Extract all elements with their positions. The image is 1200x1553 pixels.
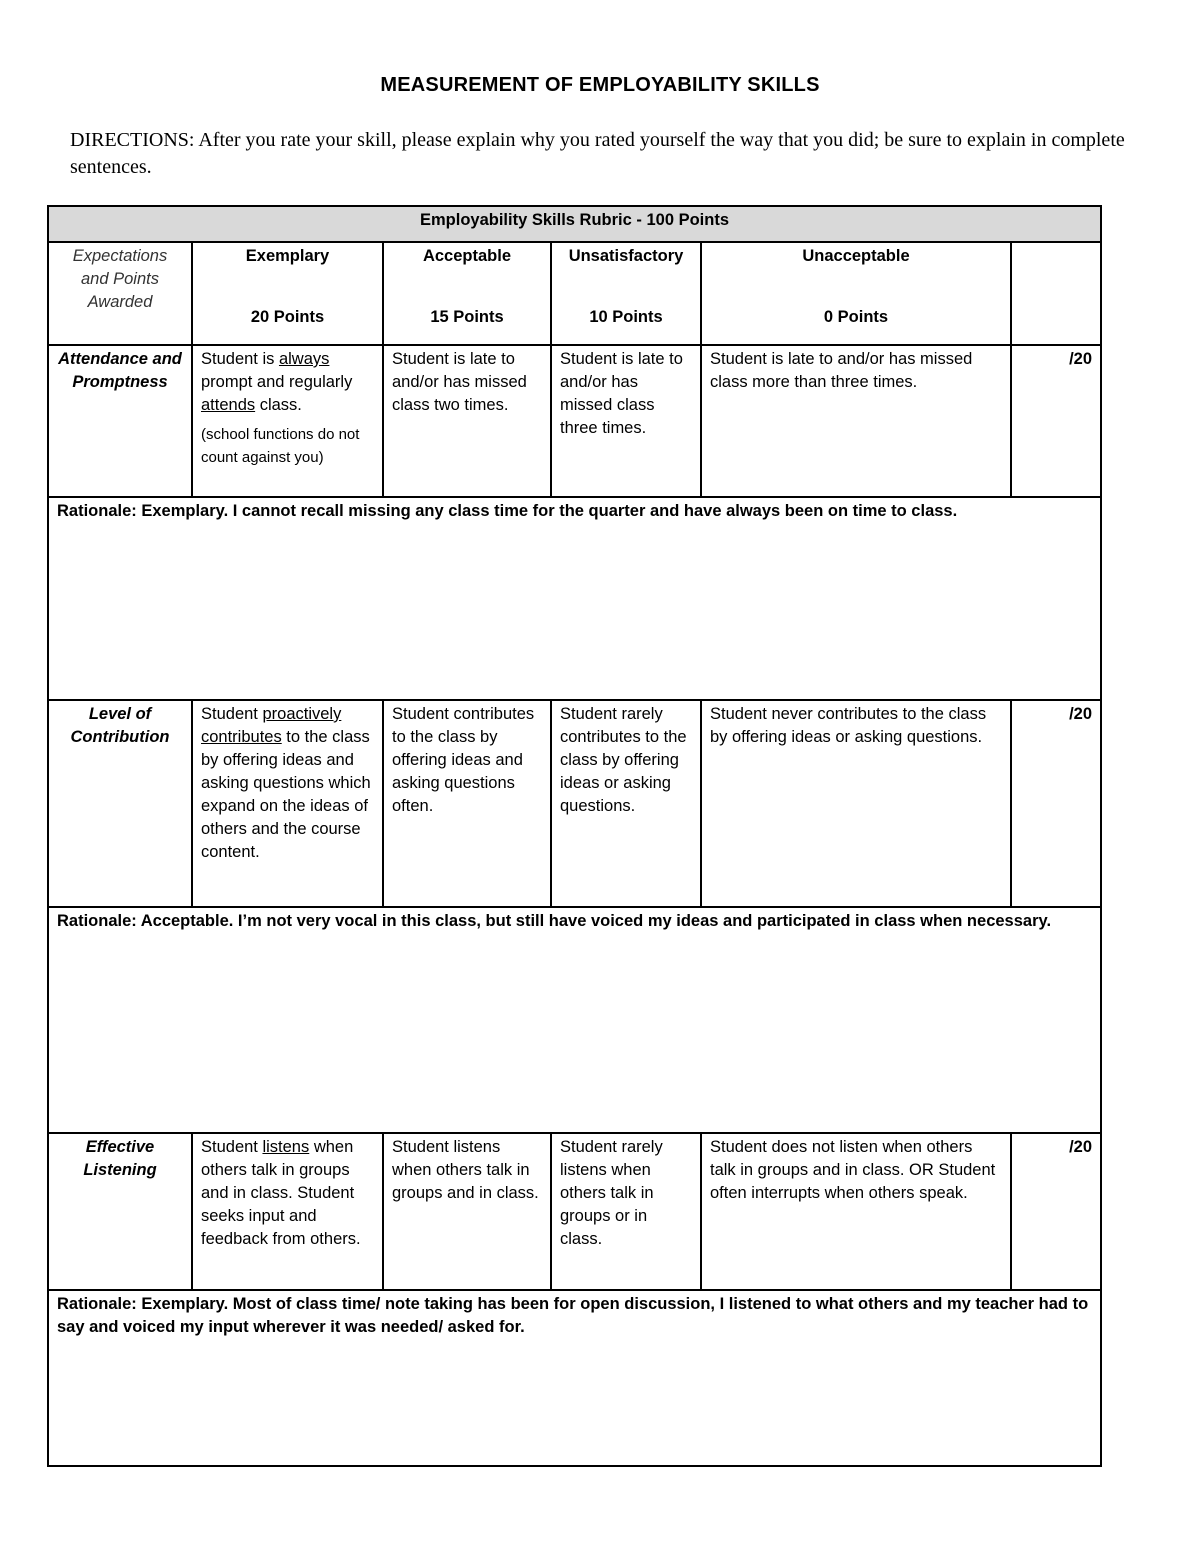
unsatisfactory-header	[551, 242, 701, 345]
rubric-header-row	[48, 242, 1101, 345]
exemplary-header	[192, 242, 383, 345]
criterion-name: Effective Listening	[48, 1133, 192, 1290]
rationale-row-contribution	[48, 907, 1101, 1133]
exemplary-cell: Student is always prompt and regularly attends class. (school functions do not count against you)	[192, 345, 383, 497]
rationale-text: Rationale: Exemplary. Most of class time/ note taking has been for open discussion, I listened to what others and my teacher had to say and voiced my input wherever it was needed/ asked for.	[48, 1290, 1101, 1466]
rationale-text: Rationale: Exemplary. I cannot recall missing any class time for the quarter and have always been on time to class.	[48, 497, 1101, 700]
expectations-header: Expectations and Points Awarded	[48, 242, 192, 345]
criterion-row-contribution	[48, 700, 1101, 907]
criterion-row-attendance	[48, 345, 1101, 497]
rubric-table	[47, 205, 1102, 1467]
unacceptable-cell: Student does not listen when others talk in groups and in class. OR Student often interrupts when others speak.	[701, 1133, 1011, 1290]
criterion-row-listening	[48, 1133, 1101, 1290]
rationale-row-listening	[48, 1290, 1101, 1466]
unsatisfactory-cell: Student is late to and/or has missed class three times.	[551, 345, 701, 497]
directions-text: DIRECTIONS: After you rate your skill, please explain why you rated yourself the way that you did; be sure to explain in complete sentences.	[70, 129, 1125, 178]
criterion-name: Level of Contribution	[48, 700, 192, 907]
acceptable-cell: Student contributes to the class by offering ideas and asking questions often.	[383, 700, 551, 907]
score-cell: /20	[1011, 345, 1101, 497]
rubric-caption: Employability Skills Rubric - 100 Points	[48, 206, 1101, 242]
unsatisfactory-cell: Student rarely contributes to the class by offering ideas or asking questions.	[551, 700, 701, 907]
document-title: MEASUREMENT OF EMPLOYABILITY SKILLS	[380, 74, 820, 96]
rationale-text: Rationale: Acceptable. I’m not very vocal in this class, but still have voiced my ideas and participated in class when necessary.	[48, 907, 1101, 1133]
unacceptable-header	[701, 242, 1011, 345]
exemplary-cell: Student proactively contributes to the class by offering ideas and asking questions which expand on the ideas of others and the course content.	[192, 700, 383, 907]
exemplary-cell: Student listens when others talk in groups and in class. Student seeks input and feedback from others.	[192, 1133, 383, 1290]
level-points: 15 Points	[430, 308, 504, 326]
level-name: Unsatisfactory	[568, 247, 684, 265]
unacceptable-cell: Student is late to and/or has missed class more than three times.	[701, 345, 1011, 497]
level-points: 20 Points	[250, 308, 325, 326]
unacceptable-cell: Student never contributes to the class by offering ideas or asking questions.	[701, 700, 1011, 907]
level-name: Exemplary	[245, 247, 330, 265]
level-name: Acceptable	[422, 247, 512, 265]
score-cell: /20	[1011, 700, 1101, 907]
score-cell: /20	[1011, 1133, 1101, 1290]
level-name: Unacceptable	[802, 247, 910, 265]
criterion-name: Attendance and Promptness	[48, 345, 192, 497]
unsatisfactory-cell: Student rarely listens when others talk in groups or in class.	[551, 1133, 701, 1290]
acceptable-header	[383, 242, 551, 345]
level-points: 0 Points	[823, 308, 889, 326]
rationale-row-attendance	[48, 497, 1101, 700]
exemplary-note: (school functions do not count against you)	[201, 426, 360, 466]
level-points: 10 Points	[589, 308, 663, 326]
acceptable-cell: Student is late to and/or has missed class two times.	[383, 345, 551, 497]
score-header	[1011, 242, 1101, 345]
rubric-caption-row	[48, 206, 1101, 242]
acceptable-cell: Student listens when others talk in groups and in class.	[383, 1133, 551, 1290]
